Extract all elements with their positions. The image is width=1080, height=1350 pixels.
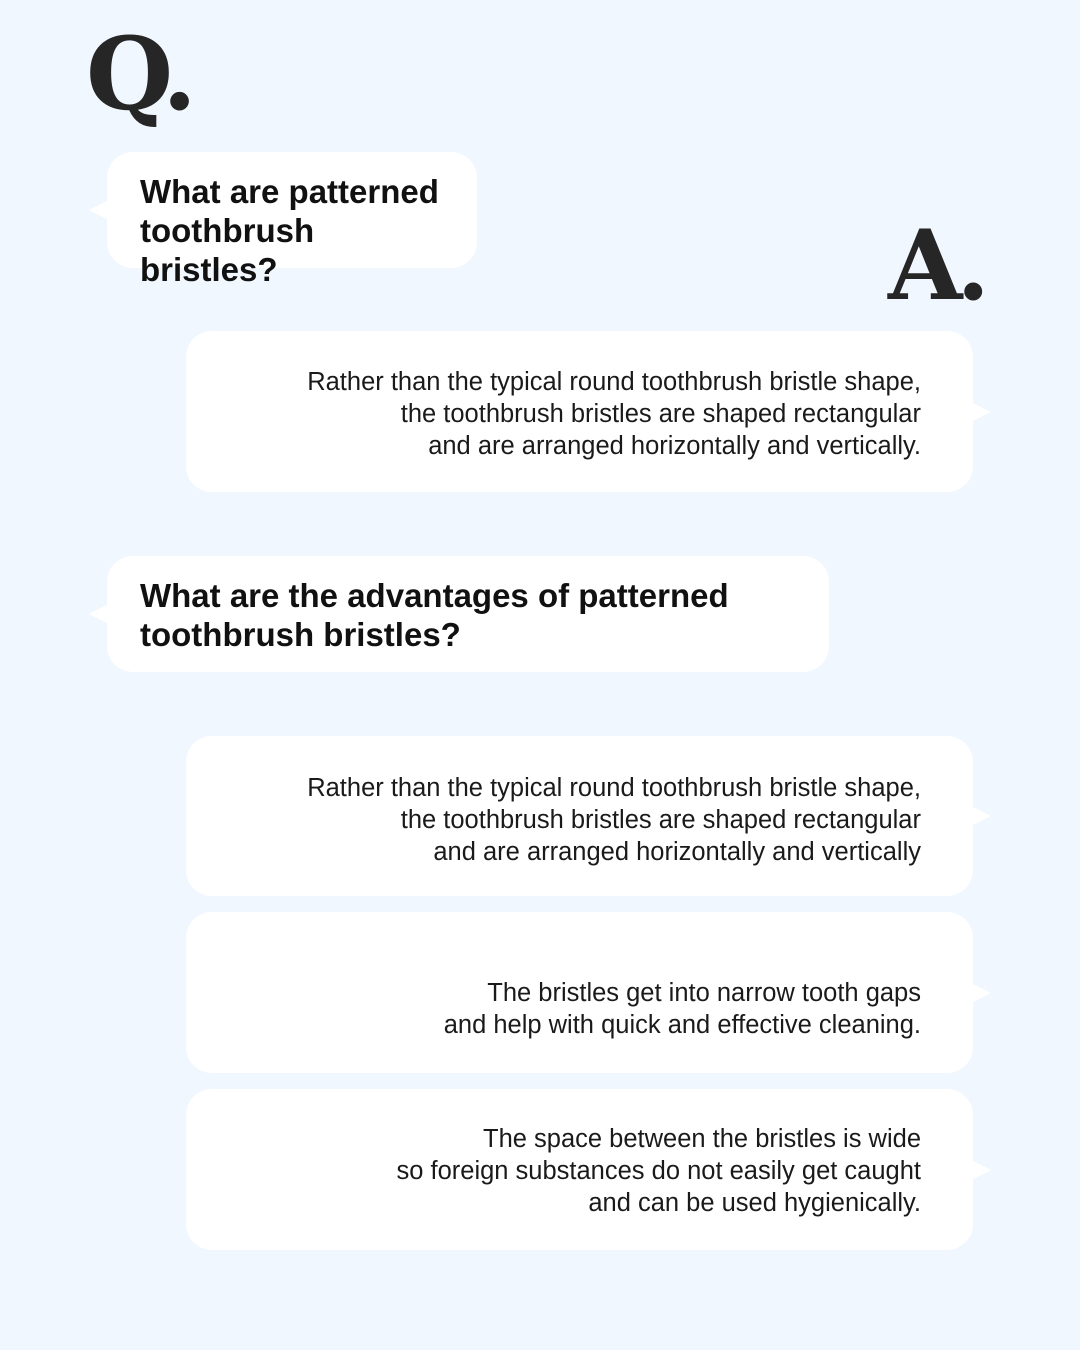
answer-bubble-3 <box>186 912 973 1073</box>
answer-line: and are arranged horizontally and vertically. <box>428 432 921 460</box>
answer-line: the toothbrush bristles are shaped rectangular <box>400 400 921 428</box>
answer-mark-logo: A. <box>888 209 984 322</box>
answer-line: The space between the bristles is wide <box>483 1125 921 1153</box>
answer-text <box>307 772 921 868</box>
question-line: toothbrush bristles? <box>140 212 315 288</box>
answer-line: so foreign substances do not easily get caught <box>396 1157 921 1185</box>
answer-line: Rather than the typical round toothbrush bristle shape, <box>307 368 921 396</box>
question-line: What are the advantages of patterned <box>140 577 729 614</box>
question-mark-logo: Q. <box>86 15 191 133</box>
answer-text <box>396 1123 921 1219</box>
answer-line: and help with quick and effective cleaning. <box>443 1011 921 1039</box>
answer-bubble-2 <box>186 736 973 896</box>
question-text <box>107 152 477 289</box>
question-text <box>107 556 829 654</box>
answer-line: the toothbrush bristles are shaped rectangular <box>400 806 921 834</box>
answer-line: and can be used hygienically. <box>588 1189 921 1217</box>
answer-text <box>307 366 921 462</box>
question-line: What are patterned <box>140 173 439 210</box>
answer-line: Rather than the typical round toothbrush bristle shape, <box>307 774 921 802</box>
question-line: toothbrush bristles? <box>140 616 461 653</box>
answer-bubble-4 <box>186 1089 973 1250</box>
answer-line: and are arranged horizontally and vertically <box>433 838 921 866</box>
answer-line: The bristles get into narrow tooth gaps <box>487 979 921 1007</box>
answer-bubble-1 <box>186 331 973 492</box>
question-bubble-2 <box>107 556 829 672</box>
answer-text <box>444 977 921 1041</box>
question-bubble-1 <box>107 152 477 288</box>
